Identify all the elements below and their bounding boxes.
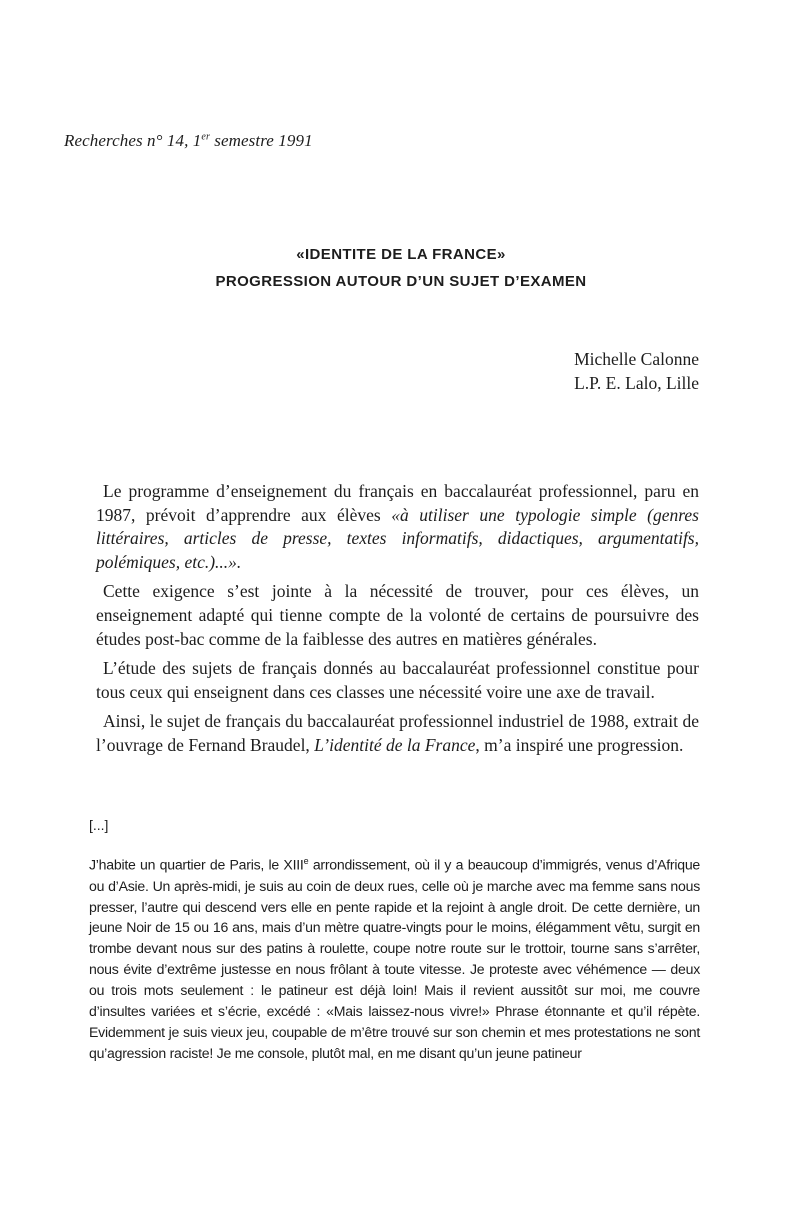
paragraph-4: Ainsi, le sujet de français du baccalauréat professionnel industriel de 1988, extrait de l’ouvrage de Fernand Braudel, L’identité de la France, m’a inspiré une progression. bbox=[96, 711, 699, 755]
author-affiliation: L.P. E. Lalo, Lille bbox=[574, 373, 699, 393]
author-name: Michelle Calonne bbox=[574, 349, 699, 369]
book-title: L’identité de la France bbox=[314, 734, 476, 755]
article-subtitle: PROGRESSION AUTOUR D’UN SUJET D’EXAMEN bbox=[215, 273, 587, 290]
excerpt-paragraph: J’habite un quartier de Paris, le XIIIe arrondissement, où il y a beaucoup d’immigrés, venus d’Afrique ou d’Asie. Un après-midi, je suis au coin de deux rues, celle où je marche avec ma femme sans nous presser, l’autre qui descend vers elle en pente rapide et la rejoint à angle droit. De cette dernière, un jeune Noir de 15 ou 16 ans, mais d’un mètre quatre-vingts pour le moins, élégamment vêtu, surgit en trombe devant nous sur des patins à roulette, coupe notre route sur le trottoir, tourne sans s’arrêter, nous évite d’extrême justesse en nous frôlant à toute vitesse. Je proteste avec véhémence — deux ou trois mots seulement : le patineur est déjà loin! Mais il revient aussitôt sur moi, me couvre d’insultes variées et s’écrie, excédé : «Mais laissez-nous vivre!» Phrase étonnante et qu’il répète. Evidemment je suis vieux jeu, coupable de m’être trouvé sur son chemin et mes protestations ne sont qu’agression raciste! Je me console, plutôt mal, en me disant qu’un jeune patineur bbox=[89, 856, 701, 1061]
quote-ellipsis: [...] bbox=[89, 817, 109, 833]
paragraph-2: Cette exigence s’est jointe à la nécessité de trouver, pour ces élèves, un enseignement adapté qui tienne compte de la volonté de certains de poursuivre des études post-bac comme de la faiblesse des autres en matières générales. bbox=[96, 581, 699, 649]
paragraph-3: L’étude des sujets de français donnés au baccalauréat professionnel constitue pour tous ceux qui enseignent dans ces classes une nécessité voire une axe de travail. bbox=[96, 658, 699, 702]
article-title: «IDENTITE DE LA FRANCE» bbox=[296, 246, 506, 263]
quoted-excerpt bbox=[89, 851, 700, 1064]
quoted-program: «à utiliser une typologie simple (genres littéraires, articles de presse, textes informatifs, didactiques, argumentatifs, polémiques, etc.)...». bbox=[96, 504, 699, 572]
header-ordinal-sup: er bbox=[201, 131, 210, 143]
ordinal-sup: e bbox=[303, 856, 309, 866]
paragraph-1: Le programme d’enseignement du français en baccalauréat professionnel, paru en 1987, prévoit d’apprendre aux élèves «à utiliser une typologie simple (genres littéraires, articles de presse, textes informatifs, didactiques, argumentatifs, polémiques, etc.)...». bbox=[96, 481, 699, 572]
introduction-text bbox=[96, 480, 699, 764]
journal-header bbox=[64, 131, 313, 151]
header-text-end: semestre 1991 bbox=[209, 131, 313, 150]
header-text: Recherches n° 14, 1 bbox=[64, 131, 202, 150]
